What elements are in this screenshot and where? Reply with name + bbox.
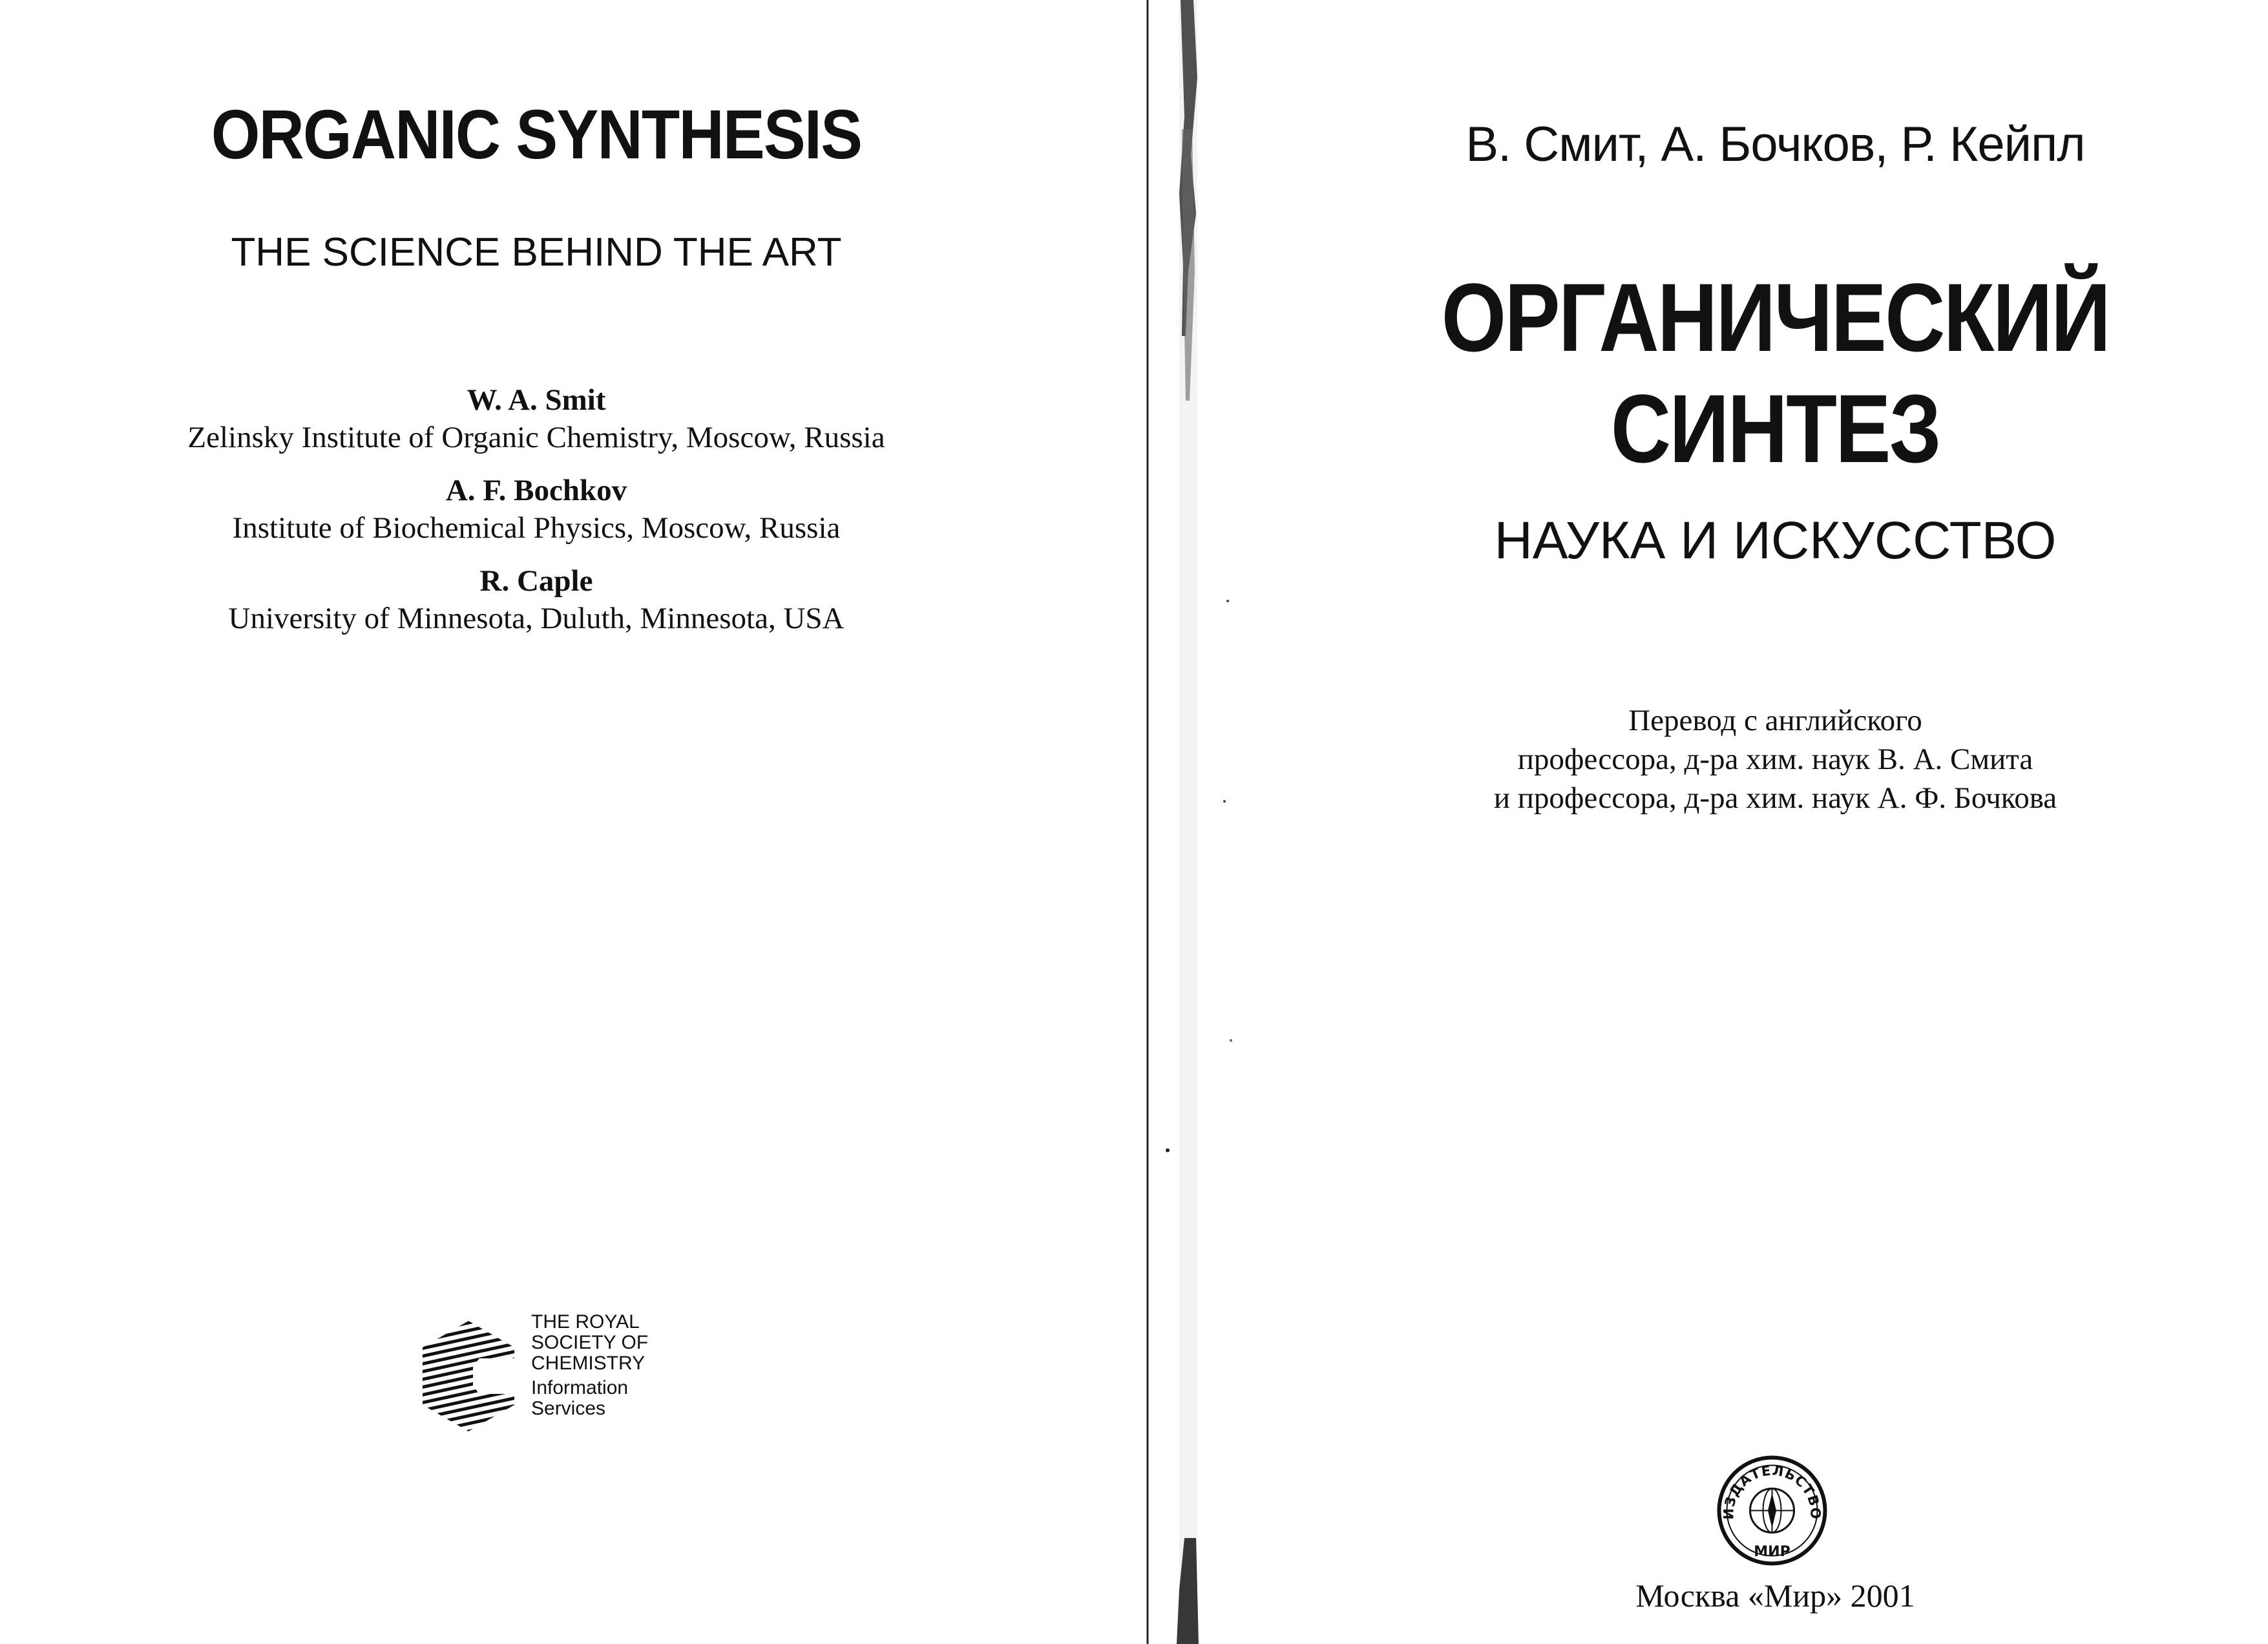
- russian-title: [1352, 262, 2200, 484]
- author-name: A. F. Bochkov: [445, 474, 627, 507]
- russian-authors: В. Смит, А. Бочков, Р. Кейпл: [1465, 117, 2085, 172]
- author-affiliation: Institute of Biochemical Physics, Moscow, Russia: [232, 511, 841, 545]
- translation-line: профессора, д-ра хим. наук В. А. Смита: [1517, 743, 2033, 776]
- translation-credit: [1283, 701, 2268, 817]
- book-gutter: [1134, 0, 1283, 1644]
- mir-publisher-seal-icon: [1716, 1454, 1829, 1567]
- english-author-list: [0, 381, 1073, 653]
- author-entry: [0, 381, 1073, 456]
- author-name: W. A. Smit: [467, 383, 606, 417]
- english-title: ORGANIC SYNTHESIS: [211, 95, 862, 173]
- rsc-logo-text: [531, 1312, 648, 1419]
- translation-line: Перевод с английского: [1628, 704, 1922, 737]
- rsc-logo-line: CHEMISTRY: [531, 1353, 646, 1374]
- russian-title-page: [1283, 0, 2268, 1644]
- svg-text:ИЗДАТЕЛЬСТВО: ИЗДАТЕЛЬСТВО: [1721, 1462, 1823, 1520]
- author-name: R. Caple: [479, 564, 593, 598]
- rsc-logo-icon: [420, 1320, 517, 1433]
- author-affiliation: University of Minnesota, Duluth, Minnesota, USA: [228, 602, 845, 635]
- author-affiliation: Zelinsky Institute of Organic Chemistry, Moscow, Russia: [187, 421, 885, 454]
- russian-title-line: СИНТЕЗ: [1610, 374, 1940, 483]
- rsc-logo-subline: Services: [531, 1398, 606, 1419]
- publisher-imprint: Москва «Мир» 2001: [1635, 1577, 1915, 1614]
- rsc-logo-line: SOCIETY OF: [531, 1332, 649, 1353]
- rsc-logo-subline: Information: [531, 1377, 629, 1398]
- russian-title-line: ОРГАНИЧЕСКИЙ: [1441, 263, 2110, 372]
- author-entry: [0, 562, 1073, 637]
- rsc-logo: [420, 1312, 666, 1441]
- english-subtitle: THE SCIENCE BEHIND THE ART: [231, 230, 842, 275]
- author-entry: [0, 472, 1073, 547]
- rsc-logo-line: THE ROYAL: [531, 1311, 640, 1333]
- russian-subtitle: НАУКА И ИСКУССТВО: [1494, 511, 2057, 570]
- english-title-page: [0, 0, 1073, 1644]
- translation-line: и профессора, д-ра хим. наук А. Ф. Бочкова: [1493, 781, 2057, 815]
- svg-text:МИР: МИР: [1754, 1544, 1790, 1560]
